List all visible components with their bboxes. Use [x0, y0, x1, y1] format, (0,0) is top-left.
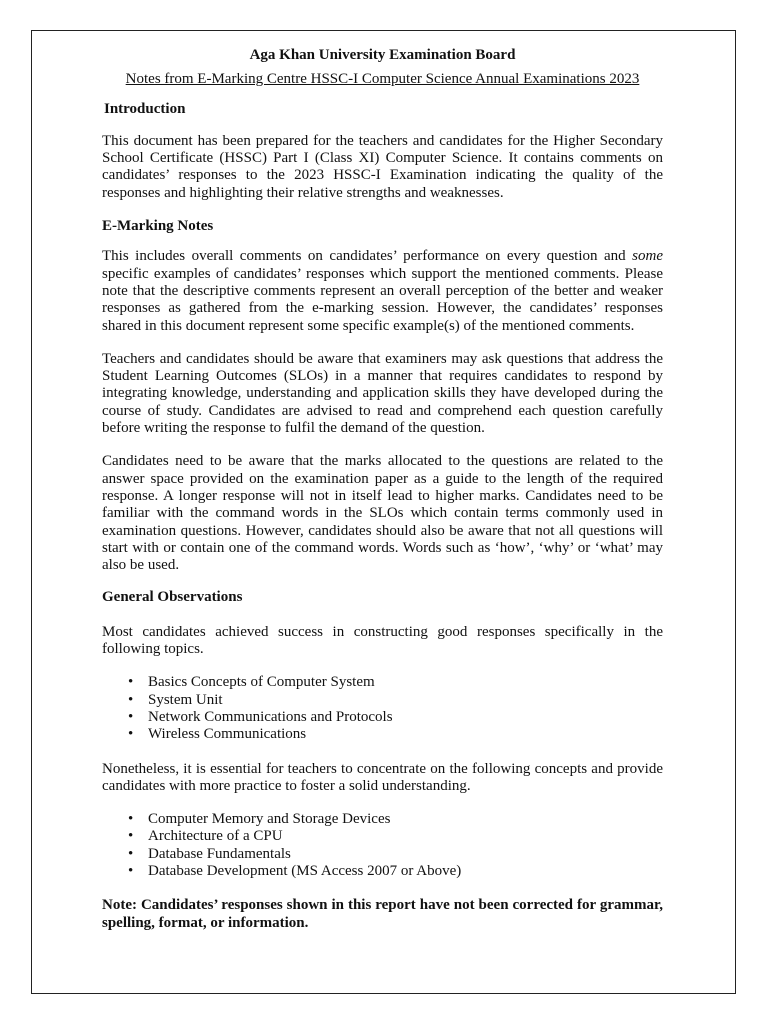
document-body — [102, 47, 663, 932]
focus-intro-paragraph: Nonetheless, it is essential for teachers to concentrate on the following concepts and provide candidates with more practice to foster a solid understanding. — [102, 760, 663, 794]
bullet-icon: • — [128, 811, 134, 828]
bullet-icon: • — [128, 674, 134, 691]
success-topics-list — [102, 674, 663, 743]
list-item — [102, 674, 663, 691]
list-item — [102, 726, 663, 743]
emarking-paragraph-3: Candidates need to be aware that the marks allocated to the questions are related to the answer space provided on the examination paper as a guide to the length of the required response. A longer response will not in itself lead to higher marks. Candidates need to be familiar with the command words in the SLOs which contain terms commonly used in examination questions. However, candidates should also be aware that not all questions will start with or contain one of the command words. Words such as ‘how’, ‘why’ or ‘what’ may also be used. — [102, 453, 663, 574]
emarking-heading: E-Marking Notes — [102, 218, 214, 235]
list-item-text: Database Fundamentals — [148, 845, 291, 862]
emarking-paragraph-1 — [102, 248, 663, 334]
bullet-icon: • — [128, 691, 134, 708]
list-item-text: Architecture of a CPU — [148, 828, 283, 845]
introduction-paragraph: This document has been prepared for the teachers and candidates for the Higher Secondary School Certificate (HSSC) Part I (Class XI) Computer Science. It contains comments on candidates’ responses to the 2023 HSSC-I Examination indicating the quality of the responses and highlighting their relative strengths and weaknesses. — [102, 132, 663, 201]
emarking-p1-text-after: specific examples of candidates’ responses which support the mentioned comments. Please note that the descriptive comments represent an overall perception of the better and weaker responses as gathered from the e-marking session. However, the candidates’ responses shared in this document represent some specific example(s) of the mentioned comments. — [102, 265, 663, 334]
success-intro-paragraph: Most candidates achieved success in constructing good responses specifically in the following topics. — [102, 623, 663, 658]
list-item-text: Network Communications and Protocols — [148, 708, 393, 725]
emarking-p1-emphasis: some — [632, 248, 663, 265]
bullet-icon: • — [128, 726, 134, 743]
list-item — [102, 709, 663, 726]
document-subtitle: Notes from E-Marking Centre HSSC-I Computer Science Annual Examinations 2023 — [125, 71, 640, 88]
list-item — [102, 811, 663, 828]
responses-note: Note: Candidates’ responses shown in this report have not been corrected for grammar, spelling, format, or information. — [102, 897, 663, 931]
list-item — [102, 692, 663, 709]
introduction-heading: Introduction — [104, 100, 186, 117]
list-item — [102, 846, 663, 863]
general-observations-heading: General Observations — [102, 589, 243, 606]
list-item-text: Computer Memory and Storage Devices — [148, 811, 391, 828]
bullet-icon: • — [128, 845, 134, 862]
bullet-icon: • — [128, 862, 134, 879]
bullet-icon: • — [128, 828, 134, 845]
list-item-text: Basics Concepts of Computer System — [148, 674, 375, 691]
document-title: Aga Khan University Examination Board — [249, 47, 516, 63]
emarking-paragraph-2: Teachers and candidates should be aware that examiners may ask questions that address the Student Learning Outcomes (SLOs) in a manner that requires candidates to respond by integrating knowledge, understanding and application skills they have developed during the course of study. Candidates are advised to read and comprehend each question carefully before writing the response to fulfil the demand of the question. — [102, 350, 663, 437]
focus-topics-list — [102, 811, 663, 880]
list-item — [102, 863, 663, 880]
list-item-text: Wireless Communications — [148, 726, 307, 743]
emarking-p1-text-before: This includes overall comments on candidates’ performance on every question and — [102, 248, 633, 265]
list-item — [102, 828, 663, 845]
list-item-text: Database Development (MS Access 2007 or Above) — [148, 862, 462, 879]
bullet-icon: • — [128, 708, 134, 725]
list-item-text: System Unit — [148, 691, 223, 708]
